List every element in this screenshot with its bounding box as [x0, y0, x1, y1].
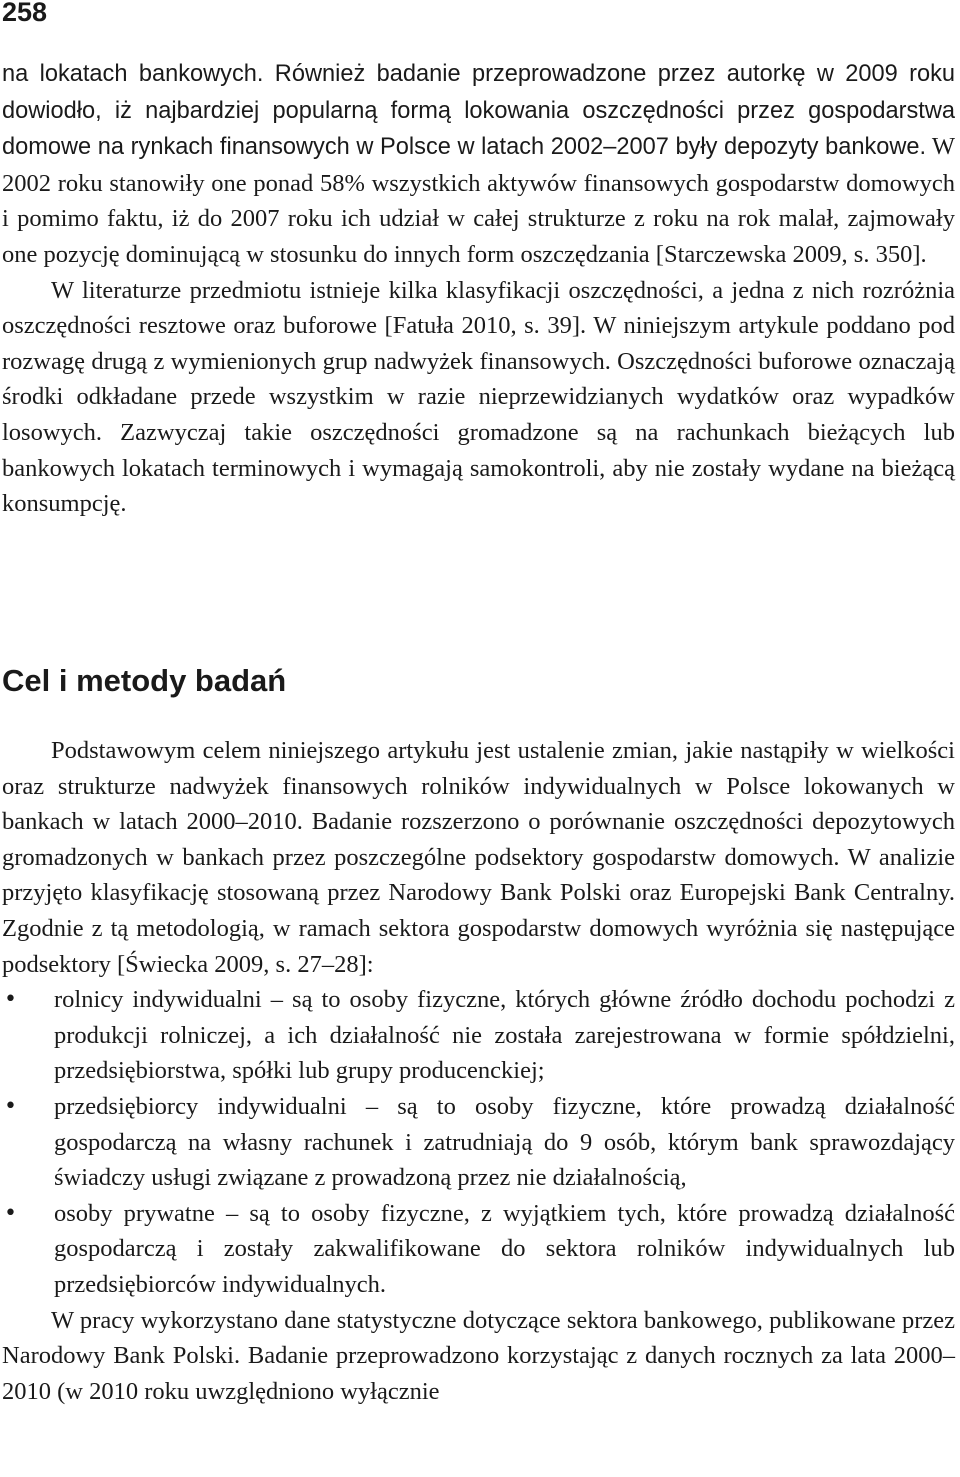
- intro-text-block: [2, 56, 955, 522]
- list-item: [2, 1196, 955, 1303]
- section-heading: Cel i metody badań: [2, 663, 287, 698]
- intro-sentence-sans-2: Również badanie przeprowadzone przez autorkę w 2009 roku dowiodło, iż najbardziej popularną formą lokowania oszczędności przez gospodarstwa domowe na rynkach finansowych w Polsce w latach 2002–2007 były depozyty bankowe.: [2, 61, 955, 161]
- subsector-list: [2, 982, 955, 1302]
- section-text-block: [2, 733, 955, 1409]
- page-number: 258: [2, 0, 48, 27]
- bullet-icon: •: [4, 1200, 17, 1226]
- data-source-paragraph: W pracy wykorzystano dane statystyczne dotyczące sektora bankowego, publikowane przez Narodowy Bank Polski. Badanie przeprowadzono korzystając z danych rocznych za lata 2000–2010 (w 2010 roku uwzględniono wyłącznie: [2, 1306, 955, 1405]
- goal-paragraph: Podstawowym celem niniejszego artykułu jest ustalenie zmian, jakie nastąpiły w wielkości oraz strukturze nadwyżek finansowych rolników indywidualnych w Polsce lokowanych w bankach w latach 2000–2010. Badanie rozszerzono o porównanie oszczędności depozytowych gromadzonych w bankach przez poszczególne podsektory gospodarstw domowych. W analizie przyjęto klasyfikację stosowaną przez Narodowy Bank Polski oraz Europejski Bank Centralny. Zgodnie z tą metodologią, w ramach sektora gospodarstw domowych wyróżnia się następujące podsektory [Świecka 2009, s. 27–28]:: [2, 737, 955, 978]
- list-item-text: przedsiębiorcy indywidualni – są to osoby fizyczne, które prowadzą działalność gospodarczą na własny rachunek i zatrudniają do 9 osób, którym bank sprawozdający świadczy usługi związane z prowadzoną przez nie działalnością,: [54, 1092, 955, 1192]
- list-item: [2, 982, 955, 1089]
- bullet-icon: •: [4, 1093, 17, 1119]
- list-item: [2, 1089, 955, 1196]
- list-item-text: osoby prywatne – są to osoby fizyczne, z wyjątkiem tych, które prowadzą działalność gospodarczą i zostały zakwalifikowane do sektora rolników indywidualnych lub przedsiębiorców indywidualnych.: [54, 1199, 955, 1298]
- classification-paragraph: W literaturze przedmiotu istnieje kilka klasyfikacji oszczędności, a jedna z nich rozróżnia oszczędności resztowe oraz buforowe [Fatuła 2010, s. 39]. W niniejszym artykule poddano pod rozwagę drugą z wymienionych grup nadwyżek finansowych. Oszczędności buforowe oznaczają środki odkładane przede wszystkim w razie nieprzewidzianych wydatków oraz wypadków losowych. Zazwyczaj takie oszczędności gromadzone są na rachunkach bieżących lub bankowych lokatach terminowych i wymagają samokontroli, aby nie zostały wydane na bieżącą konsumpcję.: [2, 276, 955, 518]
- intro-sentence-serif: W 2002 roku stanowiły one ponad 58% wszystkich aktywów finansowych gospodarstw domowych i pomimo faktu, iż do 2007 roku ich udział w całej strukturze z roku na rok malał, zajmowały one pozycję dominującą w stosunku do innych form oszczędzania [Starczewska 2009, s. 350].: [2, 133, 955, 268]
- bullet-icon: •: [4, 987, 17, 1013]
- intro-paragraph: [2, 56, 955, 273]
- intro-sentence-sans: na lokatach bankowych.: [2, 61, 264, 87]
- list-item-text: rolnicy indywidualni – są to osoby fizyczne, których główne źródło dochodu pochodzi z produkcji rolniczej, a ich działalność nie została zarejestrowana w formie spółdzielni, przedsiębiorstwa, spółki lub grupy producenckiej;: [54, 986, 955, 1085]
